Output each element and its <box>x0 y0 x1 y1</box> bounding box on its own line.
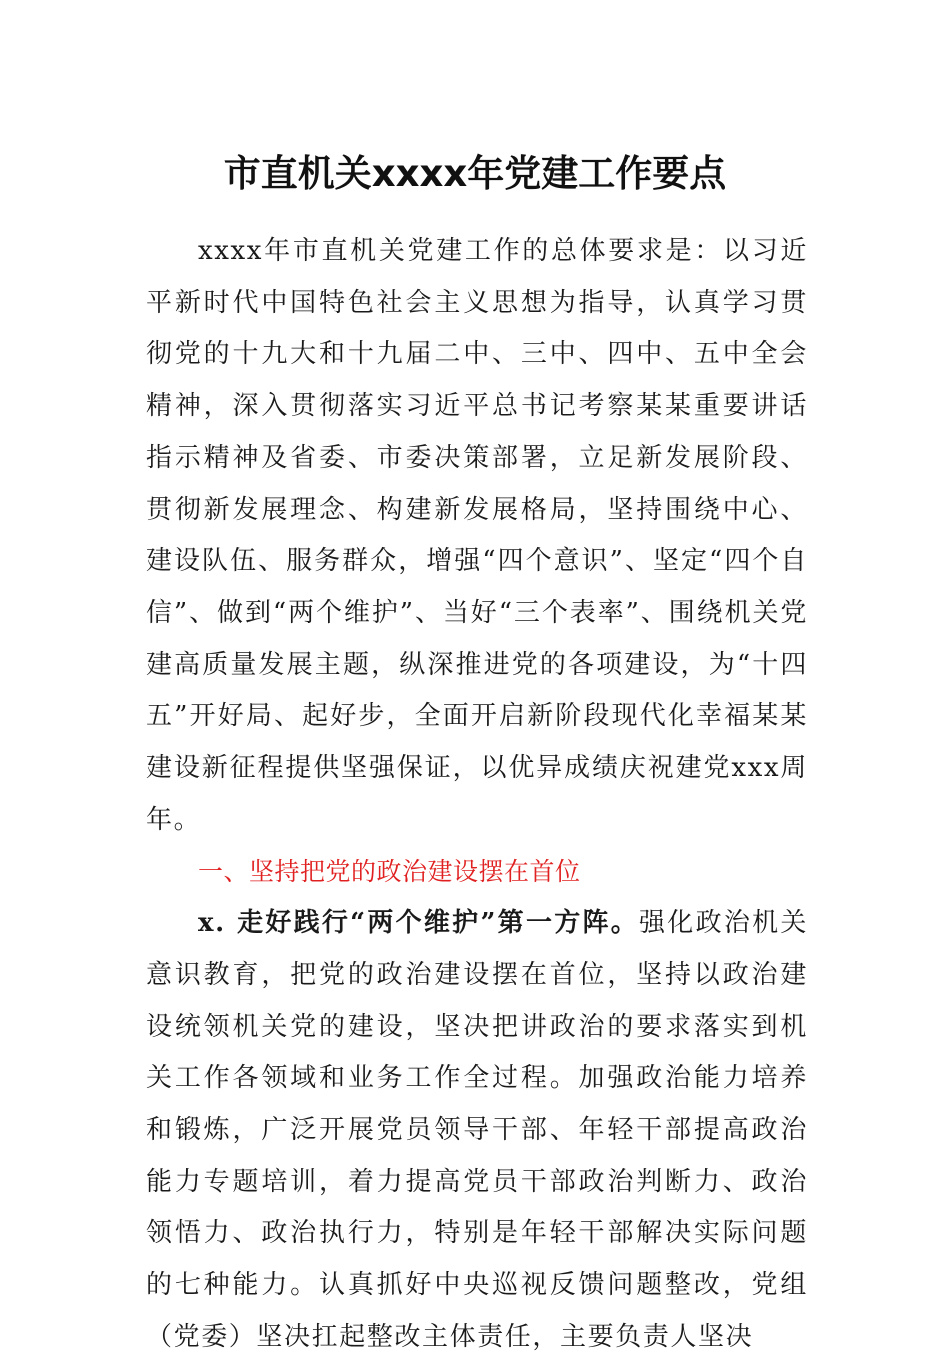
document-title: 市直机关xxxx年党建工作要点 <box>223 152 727 195</box>
document-body <box>146 226 808 1363</box>
item-text: 强化政治机关意识教育，把党的政治建设摆在首位，坚持以政治建设统领机关党的建设，坚决把讲政治的要求落实到机关工作各领域和业务工作全过程。加强政治能力培养和锻炼，广泛开展党员领导干部、年轻干部提高政治能力专题培训，着力提高党员干部政治判断力、政治领悟力、政治执行力，特别是年轻干部解决实际问题的七种能力。认真抓好中央巡视反馈问题整改，党组（党委）坚决扛起整改主体责任，主要负责人坚决 <box>146 908 808 1352</box>
intro-paragraph: xxxx年市直机关党建工作的总体要求是：以习近平新时代中国特色社会主义思想为指导，认真学习贯彻党的十九大和十九届二中、三中、四中、五中全会精神，深入贯彻落实习近平总书记考察某某重要讲话指示精神及省委、市委决策部署，立足新发展阶段、贯彻新发展理念、构建新发展格局，坚持围绕中心、建设队伍、服务群众，增强“四个意识”、坚定“四个自信”、做到“两个维护”、当好“三个表率”、围绕机关党建高质量发展主题，纵深推进党的各项建设，为“十四五”开好局、起好步，全面开启新阶段现代化幸福某某建设新征程提供坚强保证，以优异成绩庆祝建党xxx周年。 <box>146 236 808 835</box>
item-lead: x. 走好践行“两个维护”第一方阵。 <box>198 908 640 939</box>
section-heading: 一、坚持把党的政治建设摆在首位 <box>198 857 581 887</box>
item-paragraph <box>146 898 808 1363</box>
